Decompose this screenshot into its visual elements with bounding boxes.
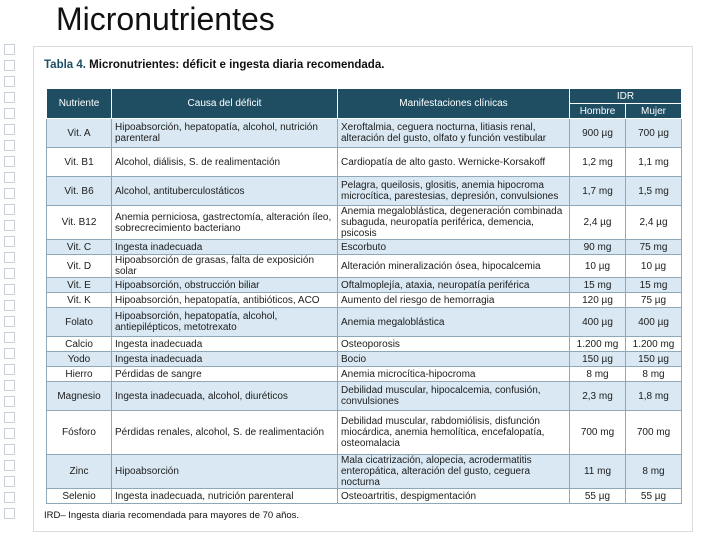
table-row <box>47 255 682 278</box>
table-row <box>47 308 682 337</box>
table-row <box>47 177 682 206</box>
deco-square <box>4 300 15 311</box>
deco-square <box>4 172 15 183</box>
cell-idr-mujer: 700 µg <box>626 119 682 148</box>
cell-manifestaciones: Aumento del riesgo de hemorragia <box>338 293 570 308</box>
cell-idr-hombre: 11 mg <box>570 455 626 489</box>
cell-idr-hombre: 400 µg <box>570 308 626 337</box>
caption-text: Micronutrientes: déficit e ingesta diaria recomendada. <box>89 59 385 71</box>
deco-square <box>4 364 15 375</box>
table-row <box>47 119 682 148</box>
cell-causa: Hipoabsorción <box>112 455 338 489</box>
cell-idr-hombre: 55 µg <box>570 489 626 504</box>
cell-idr-hombre: 1,7 mg <box>570 177 626 206</box>
cell-nutriente: Vit. B6 <box>47 177 112 206</box>
deco-square <box>4 60 15 71</box>
cell-nutriente: Hierro <box>47 367 112 382</box>
deco-square <box>4 508 15 519</box>
table-figure <box>33 46 693 532</box>
cell-manifestaciones: Alteración mineralización ósea, hipocalcemia <box>338 255 570 278</box>
cell-idr-mujer: 400 µg <box>626 308 682 337</box>
deco-square <box>4 268 15 279</box>
cell-nutriente: Vit. B12 <box>47 206 112 240</box>
cell-nutriente: Magnesio <box>47 382 112 411</box>
header-idr: IDR <box>570 89 682 104</box>
cell-manifestaciones: Anemia megaloblástica, degeneración combinada subaguda, neuropatía periférica, demencia, psicosis <box>338 206 570 240</box>
table-row <box>47 337 682 352</box>
cell-nutriente: Vit. C <box>47 240 112 255</box>
deco-square <box>4 460 15 471</box>
cell-causa: Ingesta inadecuada, alcohol, diuréticos <box>112 382 338 411</box>
cell-manifestaciones: Oftalmoplejía, ataxia, neuropatía periférica <box>338 278 570 293</box>
header-causa: Causa del déficit <box>112 89 338 119</box>
header-hombre: Hombre <box>570 104 626 119</box>
cell-nutriente: Folato <box>47 308 112 337</box>
cell-causa: Alcohol, antituberculostáticos <box>112 177 338 206</box>
cell-causa: Pérdidas renales, alcohol, S. de realimentación <box>112 411 338 455</box>
cell-nutriente: Vit. D <box>47 255 112 278</box>
deco-square <box>4 140 15 151</box>
deco-square <box>4 396 15 407</box>
cell-idr-hombre: 8 mg <box>570 367 626 382</box>
cell-nutriente: Yodo <box>47 352 112 367</box>
header-nutriente: Nutriente <box>47 89 112 119</box>
header-mujer: Mujer <box>626 104 682 119</box>
table-row <box>47 278 682 293</box>
deco-square <box>4 428 15 439</box>
cell-idr-mujer: 2,4 µg <box>626 206 682 240</box>
table-row <box>47 411 682 455</box>
deco-square <box>4 252 15 263</box>
table-row <box>47 367 682 382</box>
cell-idr-hombre: 1,2 mg <box>570 148 626 177</box>
cell-causa: Ingesta inadecuada, nutrición parenteral <box>112 489 338 504</box>
cell-nutriente: Vit. K <box>47 293 112 308</box>
cell-causa: Ingesta inadecuada <box>112 240 338 255</box>
cell-causa: Anemia perniciosa, gastrectomía, alteración íleo, sobrecrecimiento bacteriano <box>112 206 338 240</box>
cell-manifestaciones: Pelagra, queilosis, glositis, anemia hipocroma microcítica, parestesias, depresión, convulsiones <box>338 177 570 206</box>
slide-side-decoration <box>0 0 22 540</box>
deco-square <box>4 44 15 55</box>
cell-manifestaciones: Debilidad muscular, hipocalcemia, confusión, convulsiones <box>338 382 570 411</box>
cell-nutriente: Selenio <box>47 489 112 504</box>
cell-idr-hombre: 120 µg <box>570 293 626 308</box>
table-caption <box>44 59 384 71</box>
deco-square <box>4 220 15 231</box>
deco-square <box>4 124 15 135</box>
cell-idr-mujer: 8 mg <box>626 455 682 489</box>
deco-square <box>4 476 15 487</box>
cell-nutriente: Vit. E <box>47 278 112 293</box>
deco-square <box>4 236 15 247</box>
cell-causa: Hipoabsorción, hepatopatía, alcohol, antiepilépticos, metotrexato <box>112 308 338 337</box>
cell-causa: Ingesta inadecuada <box>112 352 338 367</box>
deco-square <box>4 492 15 503</box>
deco-square <box>4 332 15 343</box>
cell-manifestaciones: Xeroftalmia, ceguera nocturna, litiasis renal, alteración del gusto, olfato y función vestibular <box>338 119 570 148</box>
cell-idr-hombre: 2,4 µg <box>570 206 626 240</box>
cell-idr-mujer: 15 mg <box>626 278 682 293</box>
deco-square <box>4 204 15 215</box>
cell-nutriente: Fósforo <box>47 411 112 455</box>
slide-title: Micronutrientes <box>56 1 275 37</box>
cell-idr-mujer: 1.200 mg <box>626 337 682 352</box>
table-body <box>47 119 682 504</box>
cell-causa: Hipoabsorción de grasas, falta de exposición solar <box>112 255 338 278</box>
cell-idr-hombre: 1.200 mg <box>570 337 626 352</box>
cell-idr-mujer: 1,5 mg <box>626 177 682 206</box>
deco-square <box>4 76 15 87</box>
cell-idr-mujer: 1,8 mg <box>626 382 682 411</box>
cell-causa: Hipoabsorción, hepatopatía, alcohol, nutrición parenteral <box>112 119 338 148</box>
cell-causa: Ingesta inadecuada <box>112 337 338 352</box>
cell-nutriente: Zinc <box>47 455 112 489</box>
deco-square <box>4 284 15 295</box>
micronutrients-table <box>46 88 682 504</box>
cell-causa: Alcohol, diálisis, S. de realimentación <box>112 148 338 177</box>
cell-idr-mujer: 1,1 mg <box>626 148 682 177</box>
cell-manifestaciones: Mala cicatrización, alopecia, acrodermatitis enteropática, alteración del gusto, ceguera nocturna <box>338 455 570 489</box>
cell-manifestaciones: Cardiopatía de alto gasto. Wernicke-Korsakoff <box>338 148 570 177</box>
deco-square <box>4 316 15 327</box>
cell-idr-hombre: 700 mg <box>570 411 626 455</box>
cell-nutriente: Calcio <box>47 337 112 352</box>
cell-idr-hombre: 10 µg <box>570 255 626 278</box>
cell-causa: Hipoabsorción, hepatopatía, antibióticos, ACO <box>112 293 338 308</box>
cell-idr-hombre: 15 mg <box>570 278 626 293</box>
table-row <box>47 455 682 489</box>
cell-nutriente: Vit. A <box>47 119 112 148</box>
table-row <box>47 240 682 255</box>
cell-manifestaciones: Escorbuto <box>338 240 570 255</box>
cell-idr-mujer: 75 µg <box>626 293 682 308</box>
table-footnote: IRD– Ingesta diaria recomendada para mayores de 70 años. <box>44 510 300 521</box>
table-row <box>47 148 682 177</box>
cell-manifestaciones: Debilidad muscular, rabdomiólisis, disfunción miocárdica, anemia hemolítica, encefalopatía, osteomalacia <box>338 411 570 455</box>
cell-manifestaciones: Bocio <box>338 352 570 367</box>
caption-label: Tabla 4. <box>44 59 86 71</box>
deco-square <box>4 156 15 167</box>
table-row <box>47 206 682 240</box>
cell-causa: Hipoabsorción, obstrucción biliar <box>112 278 338 293</box>
deco-square <box>4 412 15 423</box>
cell-idr-mujer: 55 µg <box>626 489 682 504</box>
cell-idr-mujer: 150 µg <box>626 352 682 367</box>
table-row <box>47 489 682 504</box>
deco-square <box>4 348 15 359</box>
cell-idr-mujer: 700 mg <box>626 411 682 455</box>
cell-idr-hombre: 2,3 mg <box>570 382 626 411</box>
deco-square <box>4 380 15 391</box>
header-manifestaciones: Manifestaciones clínicas <box>338 89 570 119</box>
cell-idr-hombre: 90 mg <box>570 240 626 255</box>
cell-causa: Pérdidas de sangre <box>112 367 338 382</box>
table-row <box>47 293 682 308</box>
table-row <box>47 352 682 367</box>
cell-manifestaciones: Anemia megaloblástica <box>338 308 570 337</box>
deco-square <box>4 92 15 103</box>
table-row <box>47 382 682 411</box>
deco-square <box>4 108 15 119</box>
cell-idr-hombre: 150 µg <box>570 352 626 367</box>
cell-idr-hombre: 900 µg <box>570 119 626 148</box>
cell-manifestaciones: Osteoartritis, despigmentación <box>338 489 570 504</box>
deco-square <box>4 188 15 199</box>
cell-idr-mujer: 8 mg <box>626 367 682 382</box>
cell-idr-mujer: 10 µg <box>626 255 682 278</box>
cell-nutriente: Vit. B1 <box>47 148 112 177</box>
cell-manifestaciones: Anemia microcítica-hipocroma <box>338 367 570 382</box>
cell-idr-mujer: 75 mg <box>626 240 682 255</box>
deco-square <box>4 444 15 455</box>
cell-manifestaciones: Osteoporosis <box>338 337 570 352</box>
